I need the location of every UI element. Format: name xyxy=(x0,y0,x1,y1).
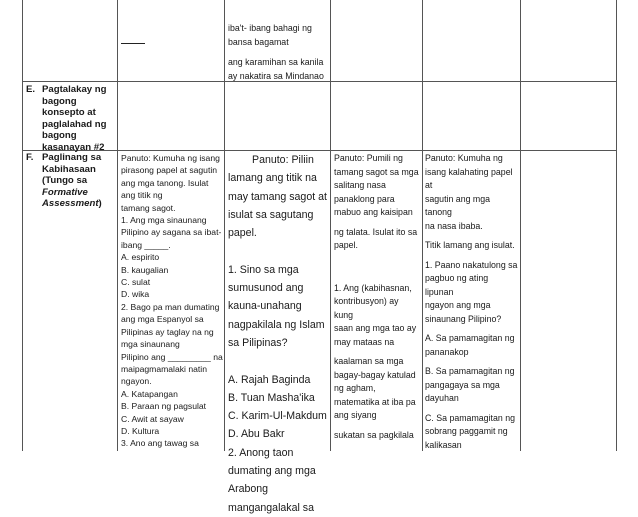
cell-text: B. Sa pamamagitan ng xyxy=(425,366,515,376)
cell-text: B. Tuan Masha'ika xyxy=(228,391,315,404)
instruction-block xyxy=(334,226,420,253)
cell-text: C. sulat xyxy=(121,277,151,288)
grid-line xyxy=(117,0,118,451)
row-f-col3 xyxy=(228,151,328,514)
instruction-block xyxy=(425,239,518,253)
cell-text: Panuto: Kumuha ng isang xyxy=(121,153,220,163)
cell-text xyxy=(228,352,328,370)
cell-text xyxy=(228,242,328,260)
cell-text: 1. Sino sa mga xyxy=(228,263,299,276)
cell-text: sumusunod ang xyxy=(228,282,304,295)
row-title xyxy=(42,84,107,154)
row-f-label xyxy=(26,152,118,222)
cell-text: 1. Ang mga sinaunang xyxy=(121,215,207,226)
cell-text: nagpakilala ng Islam xyxy=(228,318,325,331)
cell-text: C. Awit at sayaw xyxy=(121,413,184,424)
cell-text: B. Paraan ng pagsulat xyxy=(121,401,207,412)
cell-text: ay nakatira sa Mindanao xyxy=(228,70,324,81)
cell-text: pangagaya sa mga xyxy=(425,379,500,390)
question-list xyxy=(121,152,223,450)
cell-text: maipagmamalaki natin xyxy=(121,363,207,374)
cell-text: papel. xyxy=(334,240,358,250)
answer-blank xyxy=(121,33,145,44)
cell-text: Panuto: Piliin xyxy=(252,154,314,166)
grid-line xyxy=(330,0,331,451)
row-f-col5 xyxy=(425,152,518,451)
question-block xyxy=(334,282,420,350)
cell-text: tamang sagot. xyxy=(121,202,176,213)
label-line: kasanayan #2 xyxy=(42,141,105,153)
question-block xyxy=(425,259,518,327)
cell-text: ibang _____. xyxy=(121,239,171,250)
instruction-block xyxy=(425,152,518,233)
cell-text: Arabong xyxy=(228,483,269,496)
cell-text: kontribusyon) ay kung xyxy=(334,296,399,320)
cell-text: isang kalahating papel at xyxy=(425,166,513,190)
row-e-label xyxy=(26,84,118,153)
cell-text: matematika at iba pa xyxy=(334,396,416,407)
cell-text: isulat sa sagutang xyxy=(228,208,314,221)
cell-text: ang titik ng xyxy=(121,190,163,201)
label-italic: Assessment xyxy=(42,198,99,210)
cell-text: C. Karim-Ul-Makdum xyxy=(228,410,327,423)
label-line: Paglinang sa xyxy=(42,152,102,163)
choice-block xyxy=(425,412,518,453)
cell-text: Panuto: Pumili ng xyxy=(334,153,403,163)
instruction-block xyxy=(334,152,420,220)
grid-line xyxy=(616,0,617,451)
cell-text: dayuhan xyxy=(425,393,459,403)
label-line xyxy=(42,198,102,210)
cell-text: salitang nasa xyxy=(334,180,386,190)
cell-text: Pilipinas ay taglay na ng xyxy=(121,326,214,337)
label-line: (Tungo sa xyxy=(42,175,88,187)
cell-text: bagay-bagay katulad xyxy=(334,369,416,380)
cell-text: mangangalakal sa xyxy=(228,501,314,514)
cell-text: Panuto: Kumuha ng xyxy=(425,153,503,163)
cell-text: 2. Bago pa man dumating xyxy=(121,301,220,312)
row-title xyxy=(42,152,102,210)
label-line: Formative xyxy=(42,186,88,198)
cell-text: ngayon. xyxy=(121,376,152,387)
cell-text: ang mga Espanyol sa xyxy=(121,314,204,325)
cell-text: A. espirito xyxy=(121,252,160,263)
label-line: bagong xyxy=(42,95,77,107)
row-letter: F. xyxy=(26,152,34,163)
top-row-col3 xyxy=(228,22,328,82)
label-line: Pagtalakay ng xyxy=(42,84,107,95)
cell-text: pagbuo ng ating lipunan xyxy=(425,273,489,297)
cell-text: C. Sa pamamagitan ng xyxy=(425,412,515,423)
top-row-col2 xyxy=(121,28,221,42)
cell-text: sukatan sa pagkilala xyxy=(334,429,414,440)
cell-text: kauna-unahang xyxy=(228,300,302,313)
cell-text: 1. Ang (kabihasnan, xyxy=(334,282,412,293)
cell-text: ang siyang xyxy=(334,410,377,420)
cell-text: sa Pilipinas? xyxy=(228,336,288,349)
cell-text: sobrang paggamit ng xyxy=(425,426,508,436)
cell-text: sinaunang Pilipino? xyxy=(425,313,502,324)
grid-line xyxy=(422,0,423,451)
cell-text: may tamang sagot at xyxy=(228,190,327,203)
cell-text: tamang sagot sa mga xyxy=(334,166,419,177)
cell-text: ngayon ang mga xyxy=(425,300,491,310)
cell-text: 1. Paano nakatulong sa xyxy=(425,259,518,270)
cell-text: B. kaugalian xyxy=(121,264,169,275)
cell-text: dumating ang mga xyxy=(228,465,316,478)
cell-text: pananakop xyxy=(425,346,469,357)
cell-text: saan ang mga tao ay xyxy=(334,323,417,333)
cell-text: ng talata. Isulat ito sa xyxy=(334,226,418,237)
question-list xyxy=(228,151,328,517)
cell-text: Pilipino ay sagana sa ibat- xyxy=(121,227,222,238)
cell-text: ng agham, xyxy=(334,383,376,393)
label-line: Kabihasaan xyxy=(42,163,96,175)
cell-text: Titik lamang ang isulat. xyxy=(425,240,515,250)
label-line: paglalahad ng xyxy=(42,118,107,130)
cell-text: D. wika xyxy=(121,289,150,300)
grid-line xyxy=(22,0,23,451)
cell-text: A. Sa pamamagitan ng xyxy=(425,333,515,343)
cell-text: D. Kultura xyxy=(121,425,160,436)
row-letter: E. xyxy=(26,84,36,95)
cell-text: A. Katapangan xyxy=(121,388,178,399)
row-f-col4 xyxy=(334,152,420,451)
cell-text: Pilipino ang _________ na xyxy=(121,351,223,362)
cell-text: kalikasan xyxy=(425,439,462,450)
cell-text: pirasong papel at sagutin xyxy=(121,165,218,176)
cell-text: mabuo ang kaisipan xyxy=(334,207,413,217)
cell-text: na nasa ibaba. xyxy=(425,220,483,231)
question-block xyxy=(334,429,420,443)
cell-text: A. Rajah Baginda xyxy=(228,373,311,386)
cell-text: sagutin ang mga tanong xyxy=(425,193,491,217)
cell-text: ang mga tanong. Isulat xyxy=(121,177,209,188)
grid-line xyxy=(520,0,521,451)
choice-block xyxy=(425,332,518,359)
cell-text: papel. xyxy=(228,227,257,240)
choice-block xyxy=(425,365,518,406)
label-close: ) xyxy=(98,198,102,210)
cell-text: D. Abu Bakr xyxy=(228,428,285,441)
label-line: konsepto at xyxy=(42,107,96,119)
cell-text: kaalaman sa mga xyxy=(334,356,404,366)
cell-text: 2. Anong taon xyxy=(228,446,294,459)
cell-text: bansa bagamat xyxy=(228,36,289,47)
label-line: bagong xyxy=(42,130,77,142)
cell-text: ang karamihan sa kanila xyxy=(228,57,324,67)
cell-text: may mataas na xyxy=(334,336,395,347)
cell-text: iba't- ibang bahagi ng xyxy=(228,23,312,33)
cell-text: panaklong para xyxy=(334,193,395,204)
row-f-col2 xyxy=(121,152,223,451)
grid-line xyxy=(224,0,225,451)
question-block xyxy=(334,355,420,423)
cell-text: 3. Ano ang tawag sa xyxy=(121,438,199,449)
cell-text: lamang ang titik na xyxy=(228,172,317,185)
cell-text: mga sinaunang xyxy=(121,339,180,350)
